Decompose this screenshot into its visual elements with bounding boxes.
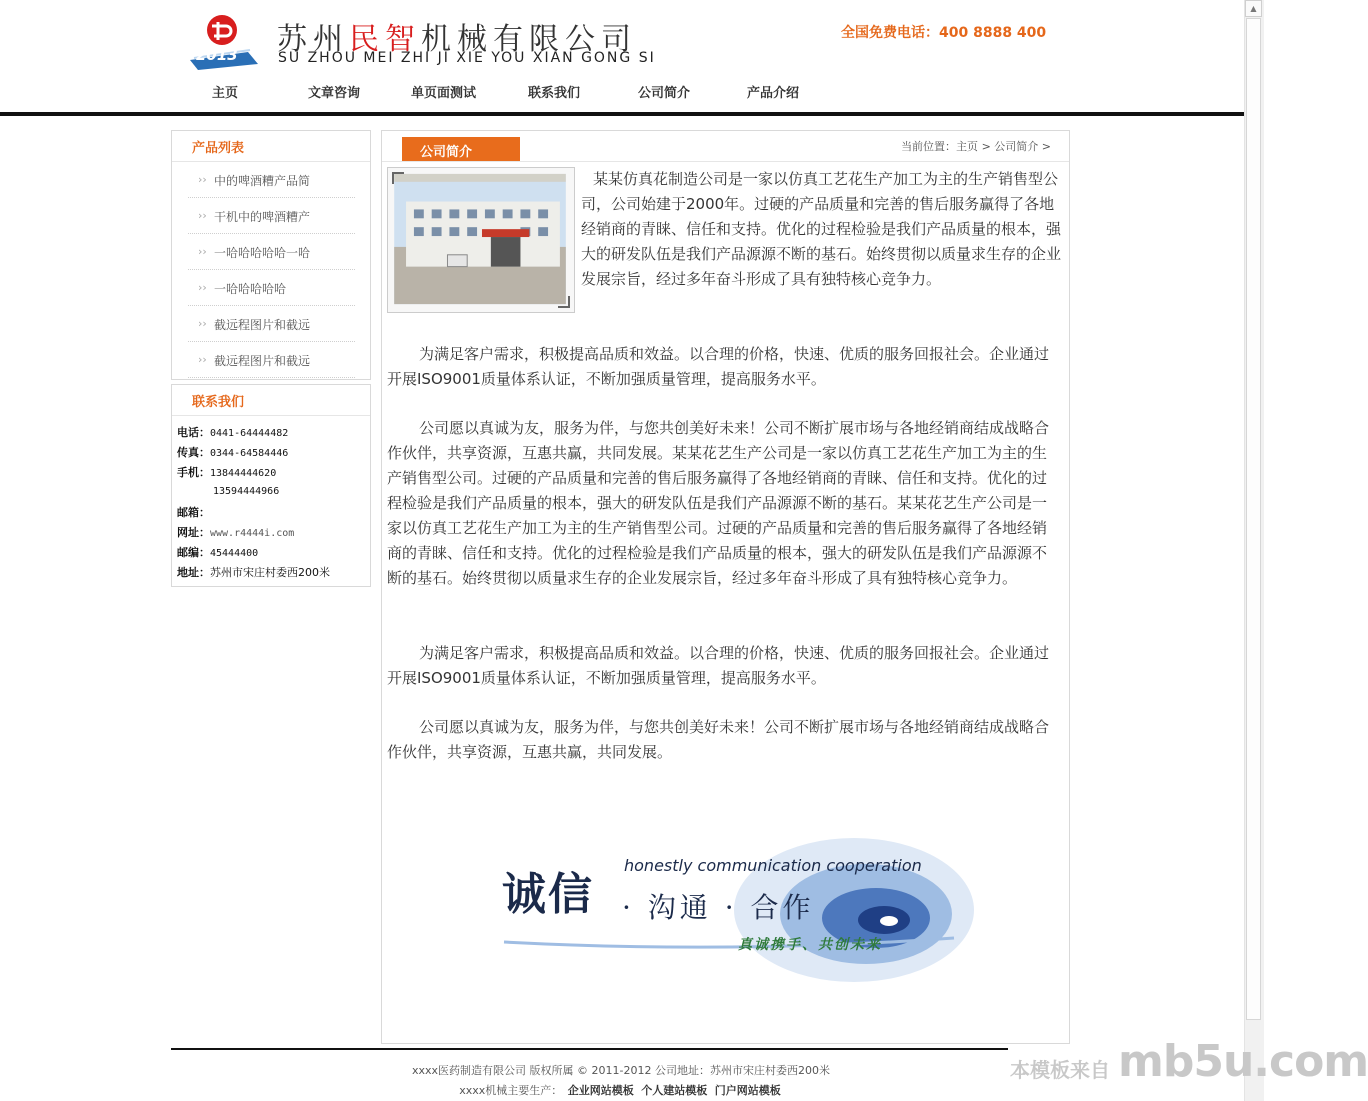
product-item[interactable]: ›› 中的啤酒糟产品简 [188, 163, 355, 198]
chevron-right-icon: > [981, 140, 991, 153]
contact-address: 地址：苏州市宋庄村委西200米 [177, 566, 330, 579]
site-logo[interactable] [188, 8, 668, 74]
footer-link-portal-template[interactable]: 门户网站模板 [714, 1084, 781, 1097]
corner-bracket-icon [392, 172, 404, 184]
breadcrumb-home-link[interactable]: 主页 [956, 140, 979, 153]
double-chevron-icon: ›› [198, 317, 207, 330]
double-chevron-icon: ›› [198, 209, 207, 222]
product-list-panel [171, 130, 371, 380]
scrollbar-thumb[interactable] [1246, 18, 1261, 1020]
company-name-cn: 苏州民智机械有限公司 [277, 22, 637, 57]
nav-divider-bar [0, 112, 1244, 116]
watermark [1010, 1034, 1368, 1098]
product-item[interactable]: ›› 一哈哈哈哈哈 [188, 271, 355, 306]
panel-divider [382, 161, 1069, 162]
slogan-banner [494, 830, 979, 990]
nav-item-about[interactable]: 公司简介 [638, 86, 691, 101]
footer-copyright: xxxx医药制造有限公司 版权所属 © 2011-2012 公司地址：苏州市宋庄村委西200米 [412, 1064, 830, 1077]
product-item[interactable]: ›› 截远程图片和截远 [188, 343, 355, 378]
contact-phone: 电话：0441-64444482 [177, 426, 289, 439]
contact-website: 网址：www.r4444i.com [177, 526, 295, 539]
nav-item-home[interactable]: 主页 [212, 86, 239, 101]
contact-mobile-2: 13594444966 [213, 486, 280, 497]
product-item[interactable]: ›› 一哈哈哈哈哈一哈 [188, 235, 355, 270]
watermark-en: mb5u.com [1118, 1036, 1368, 1087]
breadcrumb: 当前位置：主页 > 公司简介 > [901, 140, 1051, 153]
contact-email: 邮箱： [177, 506, 210, 519]
footer-divider [171, 1048, 1008, 1050]
watermark-cn: 本模板来自 [1010, 1058, 1110, 1082]
double-chevron-icon: ›› [198, 353, 207, 366]
panel-divider [172, 161, 370, 162]
paragraph-4: 为满足客户需求，积极提高品质和效益。以合理的价格，快速、优质的服务回报社会。企业通过开展ISO9001质量体系认证，不断加强质量管理，提高服务水平。 [387, 644, 1050, 687]
paragraph-3: 公司愿以真诚为友，服务为伴，与您共创美好未来！公司不断扩展市场与各地经销商结成战略合作伙伴，共享资源，互惠共赢，共同发展。某某花艺生产公司是一家以仿真工艺花生产加工为主的生产销售型公司。过硬的产品质量和完善的售后服务赢得了各地经销商的青睐、信任和支持。优化的过程检验是我们产品质量的根本，强大的研发队伍是我们产品源源不断的基石。某某花艺生产公司是一家以仿真工艺花生产加工为主的生产销售型公司。过硬的产品质量和完善的售后服务赢得了各地经销商的青睐、信任和支持。优化的过程检验是我们产品质量的根本，强大的研发队伍是我们产品源源不断的基石。始终贯彻以质量求生存的企业发展宗旨，经过多年奋斗形成了具有独特核心竞争力。 [387, 419, 1050, 587]
corner-bracket-icon [558, 296, 570, 308]
nav-item-single-page[interactable]: 单页面测试 [411, 86, 477, 101]
nav-item-articles[interactable]: 文章咨询 [308, 86, 361, 101]
hotline-text: 全国免费电话：400 8888 400 [841, 25, 1047, 41]
footer-link-personal-template[interactable]: 个人建站模板 [641, 1084, 708, 1097]
product-list-title: 产品列表 [192, 141, 245, 156]
contact-zip: 邮编：45444400 [177, 546, 259, 559]
scroll-up-arrow-icon[interactable]: ▲ [1245, 0, 1262, 17]
company-name-en: SU ZHOU MEI ZHI JI XIE YOU XIAN GONG SI [278, 50, 656, 66]
slogan-tagline: 真诚携手、共创未来 [738, 937, 882, 953]
logo-year: 2013 [196, 46, 238, 64]
company-building-photo [387, 167, 575, 313]
contact-mobile: 手机：13844444620 [177, 466, 277, 479]
double-chevron-icon: ›› [198, 281, 207, 294]
double-chevron-icon: ›› [198, 245, 207, 258]
double-chevron-icon: ›› [198, 173, 207, 186]
slogan-cn-title: 诚信 [502, 869, 594, 920]
nav-item-contact[interactable]: 联系我们 [528, 86, 581, 101]
intro-paragraph: 某某仿真花制造公司是一家以仿真工艺花生产加工为主的生产销售型公司，公司始建于2000年。过硬的产品质量和完善的售后服务赢得了各地经销商的青睐、信任和支持。优化的过程检验是我们产品质量的根本，强大的研发队伍是我们产品源源不断的基石。始终贯彻以质量求生存的企业发展宗旨，经过多年奋斗形成了具有独特核心竞争力。 [581, 170, 1062, 288]
nav-item-products[interactable]: 产品介绍 [747, 86, 800, 101]
slogan-cn-subtitle: · 沟通 · 合作 [622, 891, 815, 924]
panel-divider [172, 415, 370, 416]
building-image [388, 168, 574, 312]
page-title-tab: 公司简介 [402, 137, 520, 161]
footer-link-enterprise-template[interactable]: 企业网站模板 [567, 1084, 634, 1097]
paragraph-2: 为满足客户需求，积极提高品质和效益。以合理的价格，快速、优质的服务回报社会。企业通过开展ISO9001质量体系认证，不断加强质量管理，提高服务水平。 [387, 345, 1050, 388]
main-nav [171, 82, 1071, 106]
chevron-right-icon: > [1041, 140, 1051, 153]
footer-links: xxxx机械主要生产： 企业网站模板 个人建站模板 门户网站模板 [459, 1084, 781, 1097]
paragraph-5: 公司愿以真诚为友，服务为伴，与您共创美好未来！公司不断扩展市场与各地经销商结成战略合作伙伴，共享资源，互惠共赢，共同发展。 [387, 718, 1050, 761]
product-item[interactable]: ›› 干机中的啤酒糟产 [188, 199, 355, 234]
contact-fax: 传真：0344-64584446 [177, 446, 289, 459]
contact-title: 联系我们 [192, 395, 245, 410]
contact-panel [171, 384, 371, 587]
product-item[interactable]: ›› 截远程图片和截远 [188, 307, 355, 342]
slogan-en: honestly communication cooperation [624, 856, 922, 875]
breadcrumb-current-link[interactable]: 公司简介 [994, 140, 1039, 153]
